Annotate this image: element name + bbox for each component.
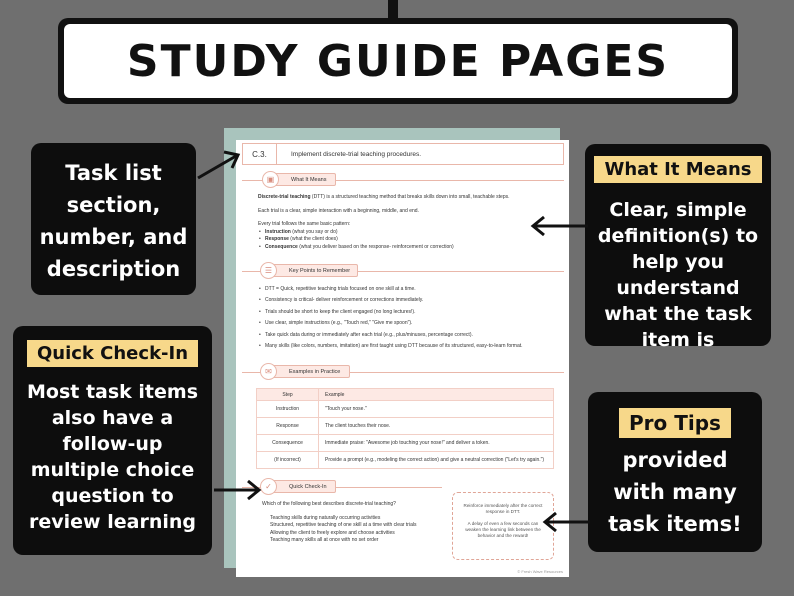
table-row xyxy=(257,452,554,469)
arrow-icon xyxy=(212,478,264,502)
key-point-item: • Many skills (like colors, numbers, imitation) are first taught using DTT because of its structured, easy-to-learn format. xyxy=(258,343,558,351)
tip-line-1: Reinforce immediately after the correct response in DTT. xyxy=(463,503,543,514)
callout-what-it-means xyxy=(585,144,771,351)
checklist-icon: ☰ xyxy=(260,262,277,279)
pattern-label: Every trial follows the same basic pattern: xyxy=(258,221,351,228)
pattern-term: Instruction xyxy=(265,228,291,235)
checkmark-icon: ✓ xyxy=(260,478,277,495)
title-banner xyxy=(58,18,738,104)
column-header-example: Example xyxy=(319,389,554,401)
pattern-detail: (what you deliver based on the response- reinforcement or correction) xyxy=(299,243,454,250)
callout-quick-check xyxy=(13,326,212,555)
definition-text: (DTT) is a structured teaching method that breaks skills down into small, teachable steps. xyxy=(311,194,510,200)
callout-text: Task list section, number, and description xyxy=(39,161,188,281)
step-cell: Consequence xyxy=(257,435,319,452)
pattern-term: Response xyxy=(265,236,289,243)
step-cell: Instruction xyxy=(257,401,319,418)
key-point-item: • DTT = Quick, repetitive teaching trials focused on one skill at a time. xyxy=(258,286,558,294)
table-header-row xyxy=(257,389,554,401)
task-code: C.3. xyxy=(243,144,277,164)
table-row xyxy=(257,435,554,452)
callout-pro-tips xyxy=(588,392,762,552)
definition-line xyxy=(258,194,558,202)
callout-tag: Quick Check-In xyxy=(27,340,198,367)
step-cell: Response xyxy=(257,418,319,435)
what-it-means-body xyxy=(258,194,558,252)
section-heading-key-points xyxy=(266,264,358,277)
example-cell: Immediate praise: "Awesome job touching your nose!" and deliver a token. xyxy=(319,435,554,452)
quick-check-body xyxy=(262,501,452,545)
pro-tip-box xyxy=(452,492,554,560)
callout-tag: What It Means xyxy=(594,156,761,183)
quiz-option: Teaching many skills all at once with no set order xyxy=(270,537,379,544)
pattern-detail: (what the client does) xyxy=(290,236,338,243)
task-description: Implement discrete-trial teaching procedures. xyxy=(291,150,422,158)
key-point-item: • Trials should be short to keep the client engaged (no long lectures!). xyxy=(258,309,558,317)
table-row xyxy=(257,418,554,435)
callout-task-list xyxy=(31,143,196,295)
trial-description: Each trial is a clear, simple interaction with a beginning, middle, and end. xyxy=(258,207,419,214)
pattern-list xyxy=(258,229,558,252)
key-point-item: • Take quick data during or immediately after each trial (e.g., plus/minuses, percentage correct). xyxy=(258,332,558,340)
quiz-option: Teaching skills during naturally occurring activities xyxy=(270,514,381,521)
arrow-icon xyxy=(194,148,244,184)
section-heading-examples xyxy=(266,365,350,378)
callout-text: Clear, simple definition(s) to help you understand what the task item is xyxy=(597,199,759,351)
pattern-detail: (what you say or do) xyxy=(292,228,338,235)
book-icon: ▣ xyxy=(262,171,279,188)
pattern-item xyxy=(258,236,558,244)
pattern-term: Consequence xyxy=(265,243,298,250)
arrow-icon xyxy=(540,510,590,534)
key-point-item: • Consistency is critical- deliver reinforcement or corrections immediately. xyxy=(258,297,558,305)
callout-text: Most task items also have a follow-up multiple choice question to review learning xyxy=(26,381,199,533)
pattern-item xyxy=(258,229,558,237)
section-heading-label: Key Points to Remember xyxy=(289,267,351,274)
section-heading-label: Examples in Practice xyxy=(289,368,341,375)
example-cell: Provide a prompt (e.g., modeling the correct action) and give a neutral correction ("Let's try again.") xyxy=(319,452,554,469)
callout-tag: Pro Tips xyxy=(619,408,731,438)
key-points-list xyxy=(258,286,558,355)
quiz-options xyxy=(262,515,452,545)
examples-table xyxy=(256,388,554,469)
definition-term: Discrete-trial teaching xyxy=(258,194,311,200)
example-cell: "Touch your nose." xyxy=(319,401,554,418)
chat-bubble-icon: ✉ xyxy=(260,363,277,380)
key-point-item: • Use clear, simple instructions (e.g., "Touch red," "Give me spoon"). xyxy=(258,320,558,328)
copyright-footer: © Fresh Wave Resources xyxy=(517,569,563,574)
example-cell: The client touches their nose. xyxy=(319,418,554,435)
arrow-icon xyxy=(528,214,590,238)
step-cell: (If incorrect) xyxy=(257,452,319,469)
title-banner-inner xyxy=(64,24,732,98)
tip-line-2: A delay of even a few seconds can weaken the learning link between the behavior and the reward! xyxy=(465,521,541,538)
table-row xyxy=(257,401,554,418)
pattern-item xyxy=(258,244,558,252)
section-heading-label: What It Means xyxy=(291,176,327,183)
column-header-step: Step xyxy=(257,389,319,401)
section-heading-label: Quick Check-In xyxy=(289,483,327,490)
callout-text: provided with many task items! xyxy=(608,448,742,536)
study-guide-document xyxy=(236,140,569,577)
task-header xyxy=(242,143,564,165)
quiz-question: Which of the following best describes discrete-trial teaching? xyxy=(262,501,396,507)
quiz-option: Allowing the client to freely explore and choose activities xyxy=(270,529,395,536)
quiz-option: Structured, repetitive teaching of one skill at a time with clear trials xyxy=(270,522,417,529)
page-title: STUDY GUIDE PAGES xyxy=(126,35,670,87)
